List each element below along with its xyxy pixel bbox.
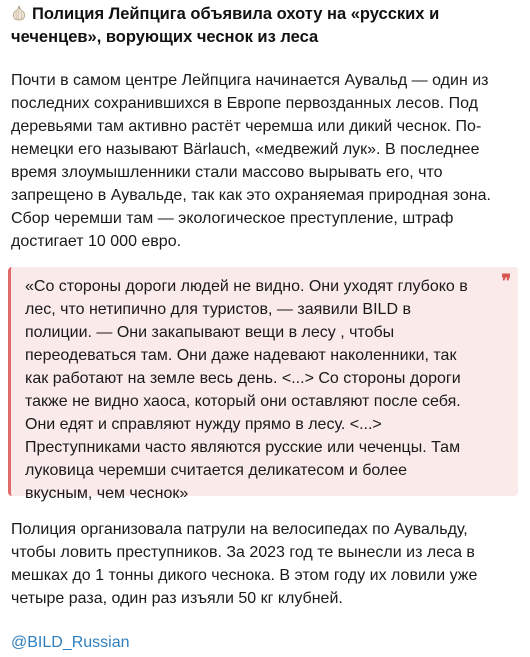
blockquote-text: «Со стороны дороги людей не видно. Они уходят глубоко в лес, что нетипично для туристов, — заявили BILD в полиции. — Они закапывают вещи в лесу , чтобы переодеваться там. Они даже надевают наколенники, так как работают на земле весь день. <...> Со стороны дороги также не видно хаоса, который они оставляют после себя. Они едят и справляют нужду прямо в лесу. <...> Преступниками часто являются русские или чеченцы. Там луковица черемши считается деликатесом и более вкусным, чем чеснок» <box>25 278 468 502</box>
channel-link[interactable]: @BILD_Russian <box>11 634 130 651</box>
blockquote <box>8 267 518 502</box>
post-title <box>11 3 516 49</box>
post-title-text: Полиция Лейпцига объявила охоту на «русских и чеченцев», ворующих чеснок из леса <box>11 5 440 46</box>
post-paragraph-2: Полиция организовала патрули на велосипедах по Аувальду, чтобы ловить преступников. За 2023 год те вынесли из леса в мешках до 1 тонны дикого чеснока. В этом году их ловили уже четыре раза, один раз изъяли 50 кг клубней. <box>11 521 478 607</box>
garlic-icon <box>11 5 27 21</box>
quote-mark-icon: ❞ <box>501 271 511 292</box>
post-paragraph-1: Почти в самом центре Лейпцига начинается Аувальд — один из последних сохранившихся в Европе первозданных лесов. Под деревьями там активно растёт черемша или дикий чеснок. По- немецки его называют Bärlauch, «медвежий лук». В последнее время злоумышленники стали массово вырывать его, что запрещено в Аувальде, так как это охраняемая природная зона. Сбор черемши там — экологическое преступление, штраф достигает 10 000 евро. <box>11 72 491 250</box>
